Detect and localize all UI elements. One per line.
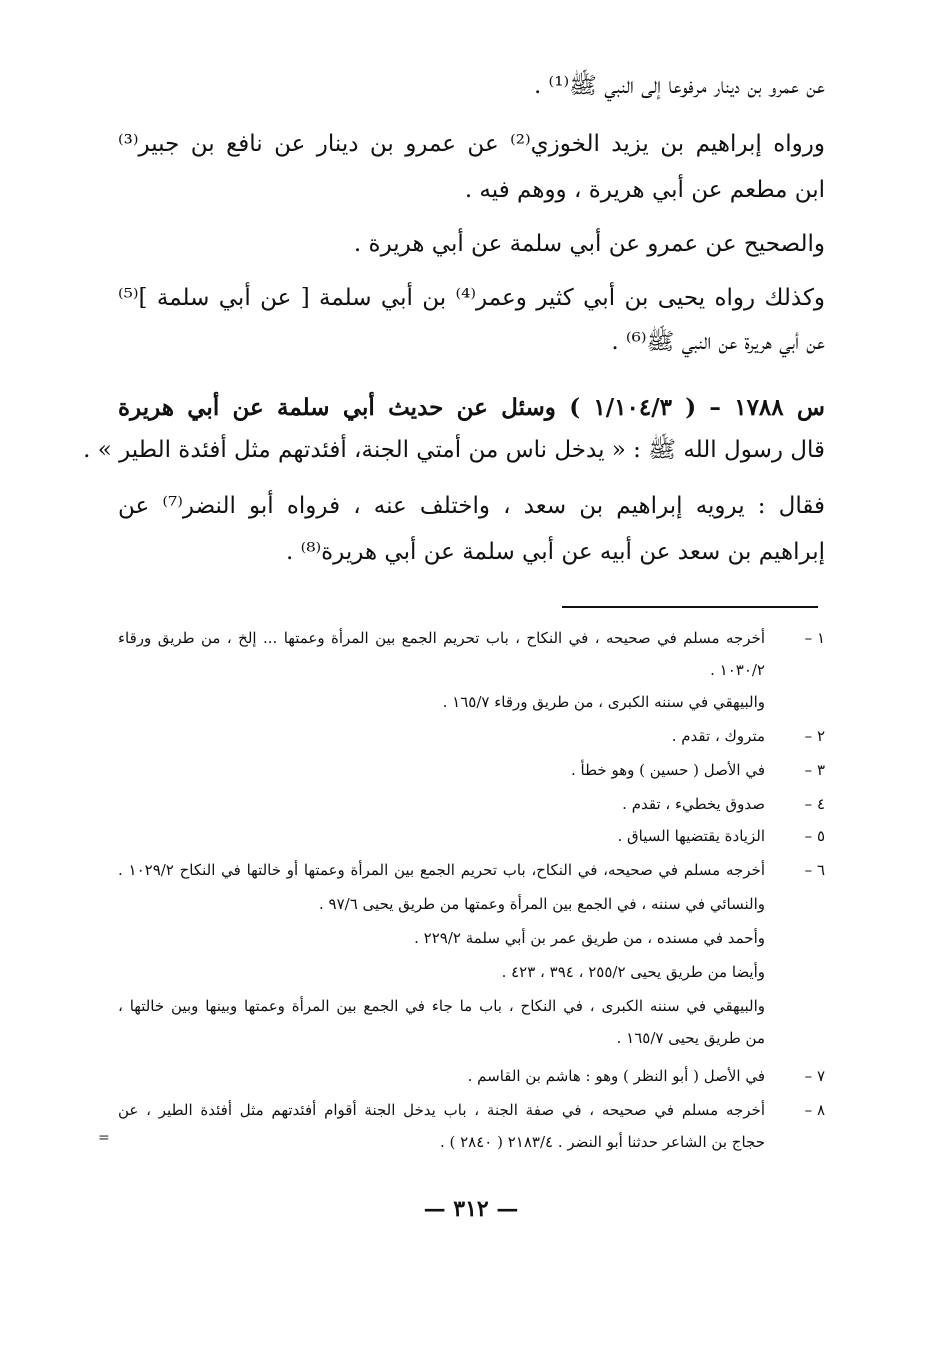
footnote-line: في الأصل ( حسين ) وهو خطأ . (571, 761, 765, 779)
main-text-line: عن عمرو بن دينار مرفوعا إلى النبي ﷺ⁽¹⁾ . (533, 73, 825, 99)
footnote-line: والنسائي في سننه ، في الجمع بين المرأة وعمتها من طريق يحيى ٩٧/٦ . (318, 895, 765, 913)
footnote-line: الزيادة يقتضيها السياق . (617, 827, 765, 845)
question-heading: س ١٧٨٨ – ( ١/١٠٤/٣ ) وسئل عن حديث أبي سلمة عن أبي هريرة (118, 394, 826, 421)
footnote-line: وأحمد في مسنده ، من طريق عمر بن أبي سلمة ٢٢٩/٢ . (414, 929, 765, 947)
main-text-line: ابن مطعم عن أبي هريرة ، ووهم فيه . (464, 177, 825, 203)
main-text-line: وكذلك رواه يحيى بن أبي كثير وعمر⁽⁴⁾ بن أبي سلمة [ عن أبي سلمة ]⁽⁵⁾ (118, 285, 826, 311)
margin-mark: = (98, 1130, 110, 1146)
footnote-number: ٦ – (804, 861, 825, 879)
footnote-line: متروك ، تقدم . (671, 727, 765, 745)
footnote-line: في الأصل ( أبو النظر ) وهو : هاشم بن القاسم . (467, 1067, 765, 1085)
footnote-line: صدوق يخطيء ، تقدم . (622, 795, 765, 813)
page-number: — ٣١٢ — (423, 1196, 519, 1222)
main-text-line: والصحيح عن عمرو عن أبي سلمة عن أبي هريرة . (353, 231, 825, 257)
footnote-number: ٧ – (804, 1067, 825, 1085)
main-text-line: ورواه إبراهيم بن يزيد الخوزي⁽²⁾ عن عمرو بن دينار عن نافع بن جبير⁽³⁾ (118, 131, 825, 157)
footnote-number: ٢ – (804, 727, 825, 745)
footnote-line: وأيضا من طريق يحيى ٢٥٥/٢ ، ٣٩٤ ، ٤٢٣ . (501, 963, 765, 981)
footnote-line: والبيهقي في سننه الكبرى ، من طريق ورقاء ١٦٥/٧ . (442, 693, 765, 711)
footnote-line: ١٠٣٠/٢ . (710, 661, 765, 679)
main-text-line: قال رسول الله ﷺ : « يدخل ناس من أمتي الجنة، أفئدتهم مثل أفئدة الطير » . (83, 437, 825, 463)
main-text-line: إبراهيم بن سعد عن أبيه عن أبي سلمة عن أبي هريرة⁽⁸⁾ . (285, 539, 825, 565)
footnote-line: حجاج بن الشاعر حدثنا أبو النضر . ٢١٨٣/٤ ( ٢٨٤٠ ) . (439, 1133, 765, 1151)
footnote-divider (562, 606, 818, 608)
footnote-line: والبيهقي في سننه الكبرى ، في النكاح ، باب ما جاء في الجمع بين المرأة وعمتها وبينها وبين خالتها ، (118, 997, 765, 1015)
main-text-line: عن أبي هريرة عن النبي ﷺ⁽⁶⁾ . (611, 329, 825, 355)
footnote-line: من طريق يحيى ١٦٥/٧ . (616, 1029, 765, 1047)
footnote-number: ٤ – (804, 795, 825, 813)
footnote-number: ٨ – (804, 1101, 825, 1119)
footnote-line: أخرجه مسلم في صحيحه ، في النكاح ، باب تحريم الجمع بين المرأة وعمتها ... إلخ ، من طريق ورقاء (118, 629, 765, 647)
footnote-number: ٥ – (804, 827, 825, 845)
footnote-number: ١ – (804, 629, 825, 647)
footnote-line: أخرجه مسلم في صحيحه ، في صفة الجنة ، باب يدخل الجنة أقوام أفئدتهم مثل أفئدة الطير ، عن (118, 1101, 766, 1119)
main-text-line: فقال : يرويه إبراهيم بن سعد ، واختلف عنه ، فرواه أبو النضر⁽⁷⁾ عن (118, 493, 825, 519)
footnote-number: ٣ – (804, 761, 825, 779)
footnote-line: أخرجه مسلم في صحيحه، في النكاح، باب تحريم الجمع بين المرأة وعمتها أو خالتها في النكاح ١٠٢٩/٢ . (118, 861, 766, 879)
